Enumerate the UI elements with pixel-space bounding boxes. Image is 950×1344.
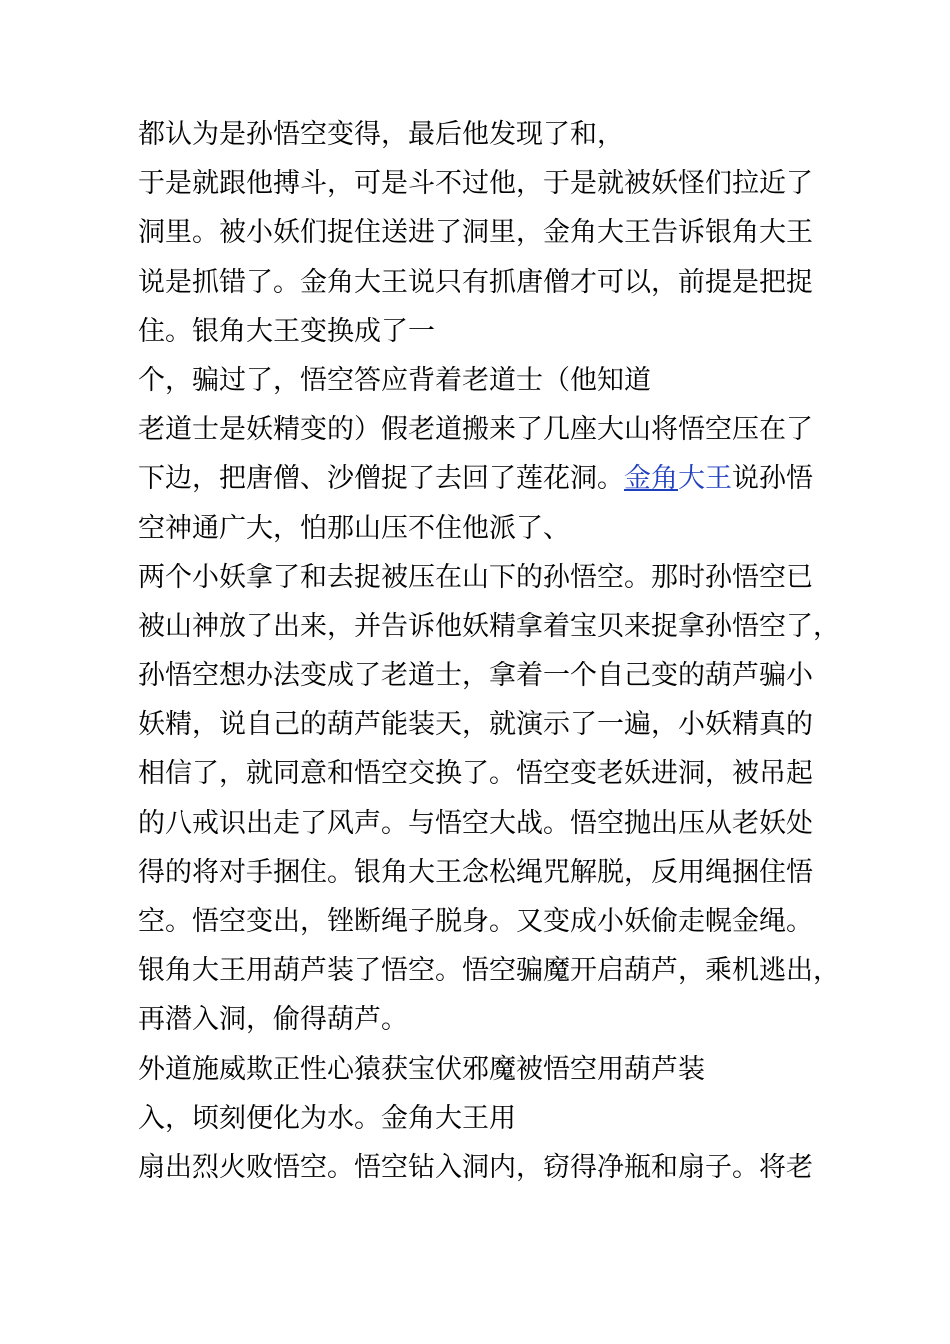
text-line: 得的将对手捆住。银角大王念松绳咒解脱，反用绳捆住悟	[138, 856, 813, 888]
text-line: 被山神放了出来，并告诉他妖精拿着宝贝来捉拿孙悟空了，	[138, 610, 840, 642]
text-line: 老道士是妖精变的）假老道搬来了几座大山将悟空压在了	[138, 414, 813, 446]
text-line-with-link	[138, 454, 878, 503]
text-line: 扇出烈火败悟空。悟空钻入洞内，窃得净瓶和扇子。将老	[138, 1151, 813, 1183]
text-line: 洞里。被小妖们捉住送进了洞里，金角大王告诉银角大王	[138, 217, 813, 249]
text-line: 的八戒识出走了风声。与悟空大战。悟空抛出压从老妖处	[138, 807, 813, 839]
text-line: 银角大王用葫芦装了悟空。悟空骗魔开启葫芦，乘机逃出，	[138, 955, 840, 987]
text-line: 妖精，说自己的葫芦能装天，就演示了一遍，小妖精真的	[138, 709, 813, 741]
text-line: 孙悟空想办法变成了老道士，拿着一个自己变的葫芦骗小	[138, 660, 813, 692]
text-line: 再潜入洞，偷得葫芦。	[138, 1004, 408, 1036]
text-line: 于是就跟他搏斗，可是斗不过他，于是就被妖怪们拉近了	[138, 168, 813, 200]
text-line: 相信了，就同意和悟空交换了。悟空变老妖进洞，被吊起	[138, 758, 813, 790]
text-segment: 说孙悟	[732, 463, 813, 495]
text-line: 住。银角大王变换成了一	[138, 315, 435, 347]
text-segment: 下边，把唐僧、沙僧捉了去回了莲花洞。	[138, 463, 624, 495]
link-continuation[interactable]: 大王	[678, 463, 732, 495]
text-line: 说是抓错了。金角大王说只有抓唐僧才可以，前提是把捉	[138, 266, 813, 298]
jinjiao-link[interactable]: 金角	[624, 463, 678, 495]
text-line: 个，骗过了，悟空答应背着老道士（他知道	[138, 364, 651, 396]
text-line: 两个小妖拿了和去捉被压在山下的孙悟空。那时孙悟空已	[138, 561, 813, 593]
text-line: 空神通广大，怕那山压不住他派了、	[138, 512, 570, 544]
text-line: 入，顷刻便化为水。金角大王用	[138, 1102, 516, 1134]
text-line: 都认为是孙悟空变得，最后他发现了和，	[138, 119, 624, 150]
body-text	[138, 110, 878, 1192]
text-line: 空。悟空变出，锉断绳子脱身。又变成小妖偷走幌金绳。	[138, 906, 813, 937]
text-line: 外道施威欺正性心猿获宝伏邪魔被悟空用葫芦装	[138, 1053, 705, 1085]
